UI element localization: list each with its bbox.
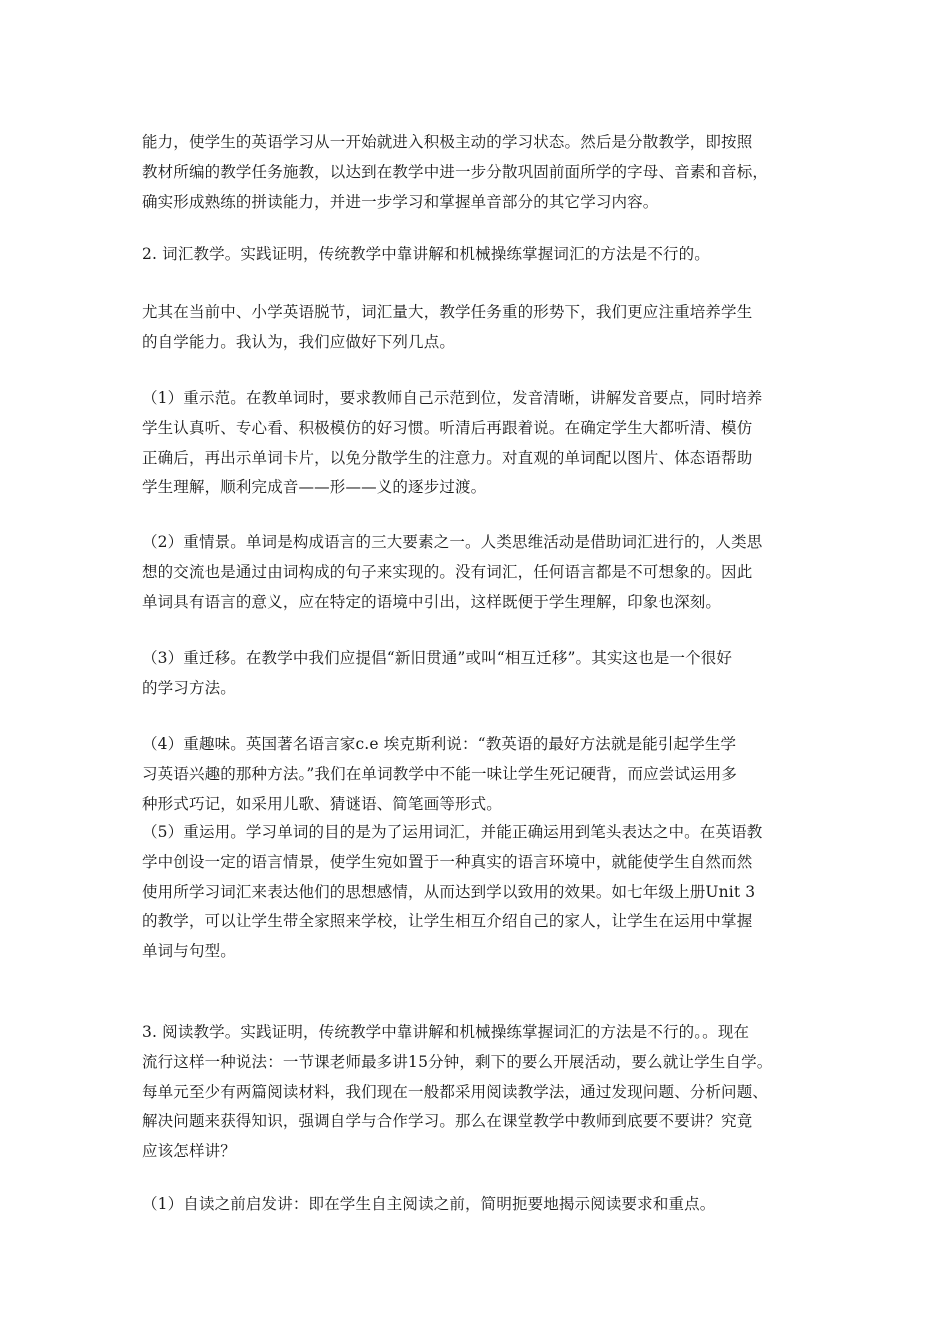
text-line: （3）重迁移。在教学中我们应提倡“新旧贯通”或叫“相互迁移”。其实这也是一个很好 (142, 649, 733, 667)
text-line: 每单元至少有两篇阅读材料，我们现在一般都采用阅读教学法，通过发现问题、分析问题、 (142, 1082, 769, 1101)
text-line: （2）重情景。单词是构成语言的三大要素之一。人类思维活动是借助词汇进行的，人类思 (142, 533, 763, 551)
text-line: 流行这样一种说法：一节课老师最多讲15分钟，剩下的要么开展活动，要么就让学生自学。 (142, 1052, 773, 1071)
text-line: 的学习方法。 (142, 678, 236, 697)
paragraph-application (142, 818, 814, 967)
text-line: 确实形成熟练的拼读能力，并进一步学习和掌握单音部分的其它学习内容。 (142, 192, 659, 211)
text-line: 教材所编的教学任务施教，以达到在教学中进一步分散巩固前面所学的字母、音素和音标， (142, 162, 769, 181)
text-line: 尤其在当前中、小学英语脱节，词汇量大，教学任务重的形势下，我们更应注重培养学生 (142, 303, 753, 321)
paragraph-interest (142, 730, 814, 819)
paragraph-phonics-teaching (142, 128, 814, 217)
text-line: 想的交流也是通过由词构成的句子来实现的。没有词汇，任何语言都是不可想象的。因此 (142, 562, 753, 581)
paragraph-pre-reading (142, 1190, 814, 1220)
text-line: 的教学，可以让学生带全家照来学校，让学生相互介绍自己的家人，让学生在运用中掌握 (142, 912, 753, 931)
paragraph-transfer (142, 644, 814, 704)
text-line: 解决问题来获得知识，强调自学与合作学习。那么在课堂教学中教师到底要不要讲？究竟 (142, 1112, 753, 1131)
text-line: 学生理解，顺利完成音——形——义的逐步过渡。 (142, 478, 487, 497)
paragraph-demonstration (142, 384, 814, 503)
text-line: （1）自读之前启发讲：即在学生自主阅读之前，简明扼要地揭示阅读要求和重点。 (142, 1195, 716, 1213)
text-line: 正确后，再出示单词卡片，以免分散学生的注意力。对直观的单词配以图片、体态语帮助 (142, 448, 753, 467)
paragraph-vocabulary-heading (142, 240, 814, 270)
text-line: 种形式巧记，如采用儿歌、猜谜语、简笔画等形式。 (142, 794, 502, 813)
text-line: 2. 词汇教学。实践证明，传统教学中靠讲解和机械操练掌握词汇的方法是不行的。 (142, 245, 710, 263)
text-line: 应该怎样讲？ (142, 1142, 236, 1161)
text-line: 习英语兴趣的那种方法。”我们在单词教学中不能一味让学生死记硬背，而应尝试运用多 (142, 764, 738, 783)
text-line: 单词与句型。 (142, 942, 236, 961)
text-line: （4）重趣味。英国著名语言家c.e 埃克斯利说：“教英语的最好方法就是能引起学生学 (142, 735, 737, 753)
text-line: 的自学能力。我认为，我们应做好下列几点。 (142, 332, 456, 351)
text-line: 3. 阅读教学。实践证明，传统教学中靠讲解和机械操练掌握词汇的方法是不行的。。现在 (142, 1023, 750, 1041)
text-line: 能力，使学生的英语学习从一开始就进入积极主动的学习状态。然后是分散教学，即按照 (142, 133, 753, 151)
text-line: 使用所学习词汇来表达他们的思想感情，从而达到学以致用的效果。如七年级上册Unit 3 (142, 882, 756, 901)
text-line: 学中创设一定的语言情景，使学生宛如置于一种真实的语言环境中，就能使学生自然而然 (142, 852, 753, 871)
paragraph-self-study (142, 298, 814, 358)
text-line: 学生认真听、专心看、积极模仿的好习惯。听清后再跟着说。在确定学生大都听清、模仿 (142, 418, 753, 437)
paragraph-reading-teaching (142, 1018, 814, 1167)
text-line: （1）重示范。在教单词时，要求教师自己示范到位，发音清晰，讲解发音要点，同时培养 (142, 389, 763, 407)
text-line: （5）重运用。学习单词的目的是为了运用词汇，并能正确运用到笔头表达之中。在英语教 (142, 823, 763, 841)
paragraph-context (142, 528, 814, 617)
text-line: 单词具有语言的意义，应在特定的语境中引出，这样既便于学生理解，印象也深刻。 (142, 592, 722, 611)
